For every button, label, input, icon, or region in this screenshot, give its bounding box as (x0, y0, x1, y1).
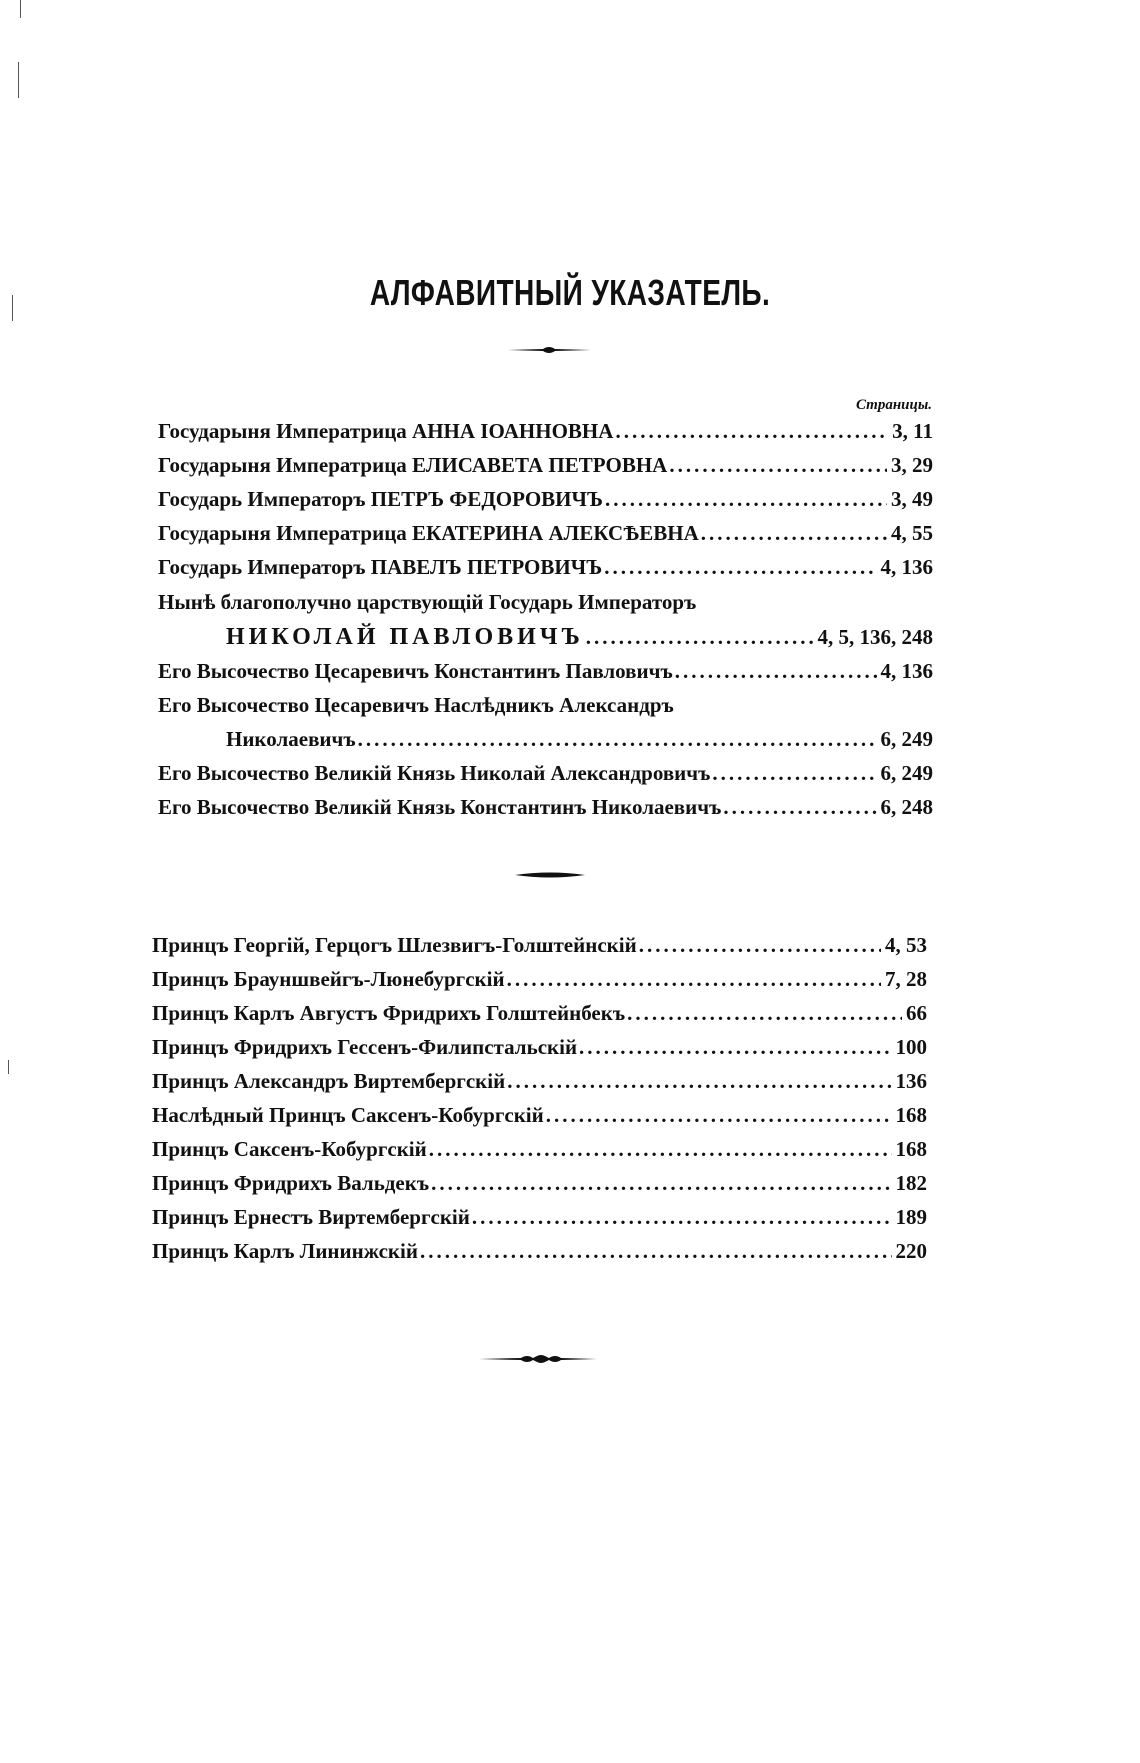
leader-dots (507, 967, 881, 992)
entry-pages: 168 (895, 1137, 927, 1161)
index-entry (152, 1239, 927, 1273)
leader-dots (701, 521, 887, 546)
entry-pages: 6, 249 (880, 761, 933, 785)
leader-dots (723, 795, 876, 820)
index-entry (158, 487, 933, 521)
index-entry (158, 761, 933, 795)
index-entry (158, 795, 933, 829)
entry-pages: 3, 49 (891, 487, 933, 511)
entry-pages: 189 (895, 1205, 927, 1229)
entry-pages: 220 (895, 1239, 927, 1263)
index-entry (152, 933, 927, 967)
entry-name: Государь Императоръ ПАВЕЛЪ ПЕТРОВИЧЪ (158, 555, 603, 579)
leader-dots (431, 1171, 891, 1196)
scan-margin-mark (8, 1060, 9, 1074)
index-entry (152, 1069, 927, 1103)
entry-name: Николаевичъ (226, 727, 356, 751)
index-entry (158, 419, 933, 453)
leader-dots (579, 1035, 891, 1060)
leader-dots (472, 1205, 892, 1230)
entry-name: Принцъ Карлъ Лининжскій (152, 1239, 418, 1263)
leader-dots (429, 1137, 892, 1162)
entry-pages: 7, 28 (885, 967, 927, 991)
index-entry (152, 1171, 927, 1205)
entry-pages: 3, 29 (891, 453, 933, 477)
entry-name: Принцъ Ернестъ Виртембергскій (152, 1205, 470, 1229)
entry-name: Государыня Императрица АННА ІОАННОВНА (158, 419, 614, 443)
entry-name: Его Высочество Великій Князь Константинъ Николаевичъ (158, 795, 722, 819)
leader-dots (712, 761, 876, 786)
leader-dots (639, 933, 881, 958)
entry-name: Принцъ Брауншвейгъ-Люнебургскій (152, 967, 505, 991)
entry-pages: 182 (895, 1171, 927, 1195)
leader-dots (604, 555, 876, 580)
entry-pages: 4, 55 (891, 521, 933, 545)
entry-name: Нынѣ благополучно царствующій Государь Императоръ (158, 590, 697, 614)
index-entry (152, 1137, 927, 1171)
entry-name: Принцъ Фридрихъ Вальдекъ (152, 1171, 430, 1195)
entry-name: Принцъ Фридрихъ Гессенъ-Филипстальскій (152, 1035, 578, 1059)
entry-name: Его Высочество Великій Князь Николай Александровичъ (158, 761, 711, 785)
scan-margin-mark (20, 0, 21, 18)
entry-name: Принцъ Карлъ Августъ Фридрихъ Голштейнбекъ (152, 1001, 626, 1025)
entry-pages: 136 (895, 1069, 927, 1093)
entry-name: Принцъ Георгій, Герцогъ Шлезвигъ-Голштейнскій (152, 933, 637, 957)
index-entry (152, 1001, 927, 1035)
entry-name: Государыня Императрица ЕЛИСАВЕТА ПЕТРОВНА (158, 453, 668, 477)
entry-pages: 4, 136 (880, 659, 933, 683)
index-entry (152, 1205, 927, 1239)
entry-pages: 4, 5, 136, 248 (817, 625, 933, 649)
leader-dots (669, 453, 887, 478)
entry-pages: 6, 248 (880, 795, 933, 819)
entry-name: НИКОЛАЙ ПАВЛОВИЧЪ (226, 624, 584, 650)
entry-pages: 4, 136 (880, 555, 933, 579)
index-entry (158, 521, 933, 555)
entry-pages: 66 (906, 1001, 927, 1025)
page-title: АЛФАВИТНЫЙ УКАЗАТЕЛЬ. (369, 272, 771, 313)
leader-dots (615, 419, 888, 444)
pages-column-header: Страницы. (855, 397, 932, 413)
index-entry (158, 693, 933, 727)
entry-pages: 168 (895, 1103, 927, 1127)
end-ornament (477, 1352, 599, 1366)
entry-name: Государь Императоръ ПЕТРЪ ФЕДОРОВИЧЪ (158, 487, 603, 511)
title-ornament (505, 344, 593, 356)
entry-name: Принцъ Александръ Виртембергскій (152, 1069, 506, 1093)
section-divider (513, 870, 587, 880)
entry-name: Государыня Императрица ЕКАТЕРИНА АЛЕКСѢЕВНА (158, 521, 699, 545)
leader-dots (420, 1239, 892, 1264)
scan-margin-mark (12, 295, 13, 321)
index-entry (152, 967, 927, 1001)
entry-name: Принцъ Саксенъ-Кобургскій (152, 1137, 427, 1161)
leader-dots (358, 727, 877, 752)
entry-pages: 6, 249 (880, 727, 933, 751)
leader-dots (586, 625, 814, 650)
index-entry (158, 555, 933, 589)
leader-dots (507, 1069, 891, 1094)
index-entry (226, 624, 933, 658)
leader-dots (627, 1001, 902, 1026)
index-entry (158, 659, 933, 693)
index-entry (226, 727, 933, 761)
entry-name: Его Высочество Цесаревичъ Наслѣдникъ Александръ (158, 693, 674, 717)
entry-name: Наслѣдный Принцъ Саксенъ-Кобургскій (152, 1103, 544, 1127)
index-entry (158, 453, 933, 487)
index-entry (152, 1035, 927, 1069)
entry-name: Его Высочество Цесаревичъ Константинъ Павловичъ (158, 659, 673, 683)
entry-pages: 100 (895, 1035, 927, 1059)
index-entry (152, 1103, 927, 1137)
leader-dots (546, 1103, 892, 1128)
entry-pages: 4, 53 (885, 933, 927, 957)
leader-dots (675, 659, 877, 684)
index-entry (158, 590, 933, 624)
entry-pages: 3, 11 (892, 419, 933, 443)
leader-dots (605, 487, 887, 512)
scan-margin-mark (18, 62, 19, 98)
